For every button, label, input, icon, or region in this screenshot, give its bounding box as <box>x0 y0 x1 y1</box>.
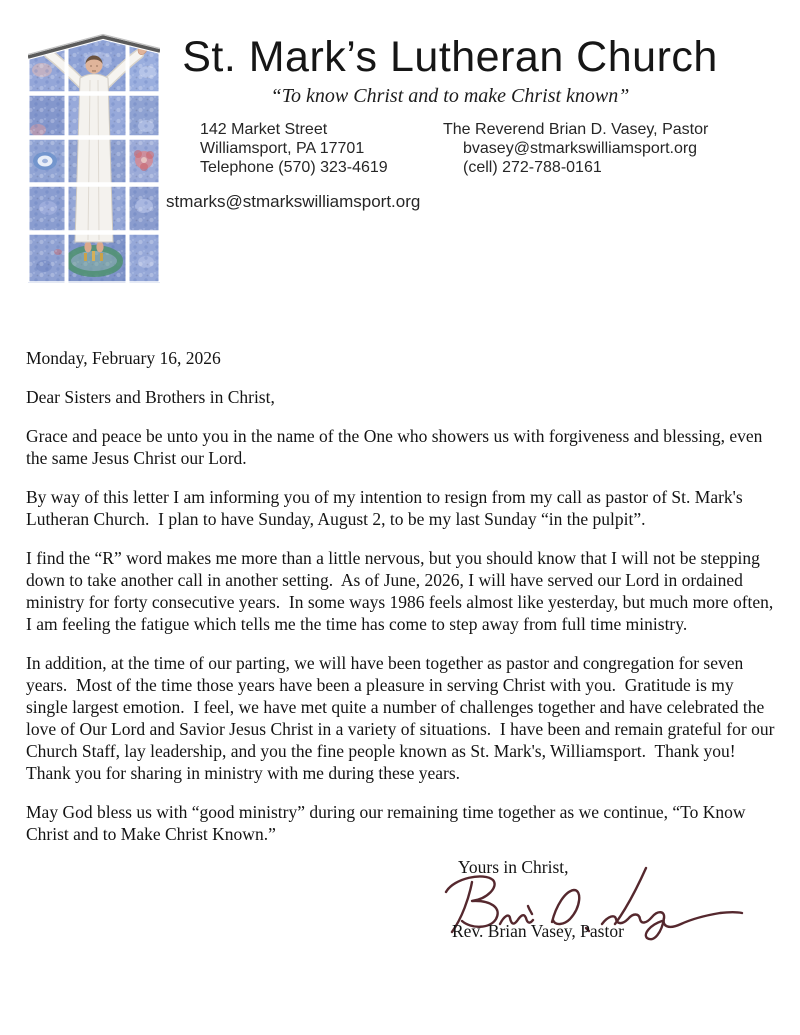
church-email: stmarks@stmarkswilliamsport.org <box>166 192 421 211</box>
salutation: Dear Sisters and Brothers in Christ, <box>26 387 275 407</box>
letter-date: Monday, February 16, 2026 <box>26 348 221 368</box>
letter-paragraph: By way of this letter I am informing you of my intention to resign from my call as pastor of St. Mark's Lutheran Church. I plan to have Sunday, August 2, to be my last Sunday “in the pulpit”. <box>26 487 748 529</box>
closing-block <box>448 856 778 942</box>
pastor-email: bvasey@stmarkswilliamsport.org <box>463 140 698 157</box>
pastor-name: The Reverend Brian D. Vasey, Pastor <box>443 121 709 138</box>
letter-body <box>26 347 778 862</box>
letter-paragraph: In addition, at the time of our parting, we will have been together as pastor and congregation for seven years. Most of the time those years have been a pleasure in serving Christ with you. Gratitude is my single largest emotion. I feel, we have met quite a number of challenges together and have celebrated the love of Our Lord and Savior Jesus Christ in a variety of situations. I have been and remain grateful for our Church Staff, lay leadership, and you the fine people known as St. Mark's, Williamsport. Thank you! Thank you for sharing in ministry with me during these years. <box>26 653 779 783</box>
letter-paragraph: May God bless us with “good ministry” during our remaining time together as we continue, “To Know Christ and to Make Christ Known.” <box>26 802 750 844</box>
letter-paragraph: I find the “R” word makes me more than a little nervous, but you should know that I will not be stepping down to take another call in another setting. As of June, 2026, I will have served our Lord in ordained ministry for forty consecutive years. In some ways 1986 feels almost like yesterday, but much more often, I am feeling the fatigue which tells me the time has come to step away from full time ministry. <box>26 548 778 634</box>
stained-glass-window-image <box>28 30 160 283</box>
address-city: Williamsport, PA 17701 <box>200 140 365 157</box>
address-phone: Telephone (570) 323-4619 <box>200 159 388 176</box>
church-address-block <box>200 120 388 177</box>
eye-motif <box>33 152 57 170</box>
closing-phrase: Yours in Christ, <box>458 857 569 877</box>
wreath-motif <box>67 247 121 275</box>
pastor-cell: (cell) 272-788-0161 <box>463 159 602 176</box>
church-name: St. Mark’s Lutheran Church <box>182 33 718 81</box>
pastor-contact-block <box>443 120 708 177</box>
address-street: 142 Market Street <box>200 121 328 138</box>
church-tagline: “To know Christ and to make Christ known” <box>270 85 630 107</box>
letter-paragraph: Grace and peace be unto you in the name of the One who showers us with forgiveness and blessing, even the same Jesus Christ our Lord. <box>26 426 767 468</box>
signer-name: Rev. Brian Vasey, Pastor <box>452 921 624 941</box>
